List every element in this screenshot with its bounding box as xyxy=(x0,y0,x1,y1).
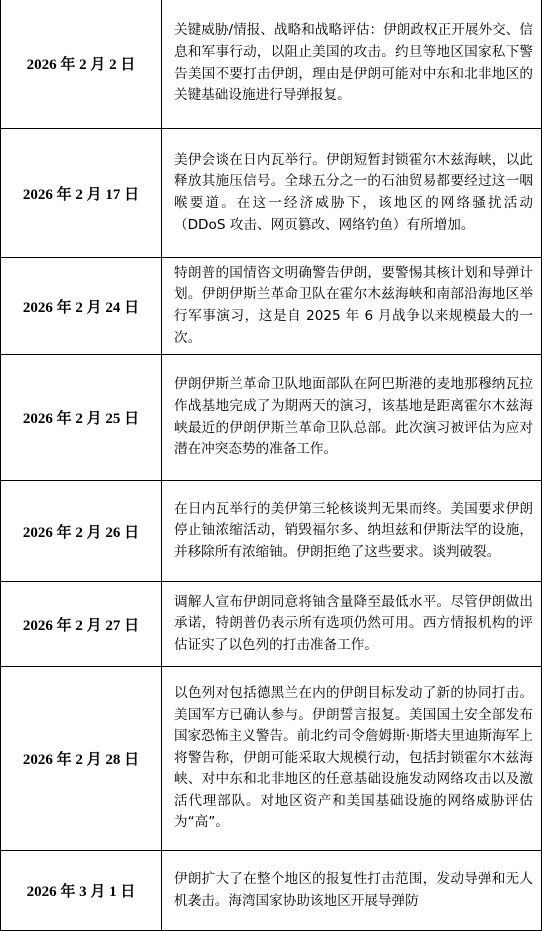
event-cell: 关键威胁/情报、战略和战略评估：伊朗政权正开展外交、信息和军事行动，以阻止美国的攻击。约旦等地区国家私下警告美国不要打击伊朗，理由是伊朗可能对中东和北非地区的关键基础设施进行导弹报复。 xyxy=(162,0,542,129)
table-row xyxy=(1,0,542,129)
event-cell: 伊朗伊斯兰革命卫队地面部队在阿巴斯港的麦地那穆纳瓦拉作战基地完成了为期两天的演习，该基地是距离霍尔木兹海峡最近的伊朗伊斯兰革命卫队总部。此次演习被评估为应对潜在冲突态势的准备工作。 xyxy=(162,355,542,481)
table-row xyxy=(1,481,542,582)
table-row xyxy=(1,355,542,481)
date-cell: 2026 年 2 月 27 日 xyxy=(1,582,162,667)
date-cell: 2026 年 2 月 17 日 xyxy=(1,129,162,258)
date-cell: 2026 年 2 月 28 日 xyxy=(1,667,162,851)
event-cell: 调解人宣布伊朗同意将铀含量降至最低水平。尽管伊朗做出承诺，特朗普仍表示所有选项仍然可用。西方情报机构的评估证实了以色列的打击准备工作。 xyxy=(162,582,542,667)
date-cell: 2026 年 3 月 1 日 xyxy=(1,851,162,931)
event-cell: 特朗普的国情咨文明确警告伊朗，要警惕其核计划和导弹计划。伊朗伊斯兰革命卫队在霍尔木兹海峡和南部沿海地区举行军事演习，这是自 2025 年 6 月战争以来规模最大的一次。 xyxy=(162,258,542,355)
date-cell: 2026 年 2 月 2 日 xyxy=(1,0,162,129)
table-row xyxy=(1,129,542,258)
date-cell: 2026 年 2 月 25 日 xyxy=(1,355,162,481)
table-row xyxy=(1,851,542,931)
event-cell: 在日内瓦举行的美伊第三轮核谈判无果而终。美国要求伊朗停止铀浓缩活动，销毁福尔多、纳坦兹和伊斯法罕的设施，并移除所有浓缩铀。伊朗拒绝了这些要求。谈判破裂。 xyxy=(162,481,542,582)
table-row xyxy=(1,582,542,667)
event-cell: 美伊会谈在日内瓦举行。伊朗短暂封锁霍尔木兹海峡，以此释放其施压信号。全球五分之一的石油贸易都要经过这一咽喉要道。在这一经济威胁下，该地区的网络骚扰活动（DDoS 攻击、网页篡改、网络钓鱼）有所增加。 xyxy=(162,129,542,258)
table-row xyxy=(1,258,542,355)
date-cell: 2026 年 2 月 26 日 xyxy=(1,481,162,582)
date-cell: 2026 年 2 月 24 日 xyxy=(1,258,162,355)
event-cell: 以色列对包括德黑兰在内的伊朗目标发动了新的协同打击。美国军方已确认参与。伊朗誓言报复。美国国土安全部发布国家恐怖主义警告。前北约司令詹姆斯·斯塔夫里迪斯海军上将警告称，伊朗可能采取大规模行动，包括封锁霍尔木兹海峡、对中东和北非地区的任意基础设施发动网络攻击以及激活代理部队。对地区资产和美国基础设施的网络威胁评估为“高”。 xyxy=(162,667,542,851)
table-row xyxy=(1,667,542,851)
event-cell: 伊朗扩大了在整个地区的报复性打击范围，发动导弹和无人机袭击。海湾国家协助该地区开展导弹防 xyxy=(162,851,542,931)
